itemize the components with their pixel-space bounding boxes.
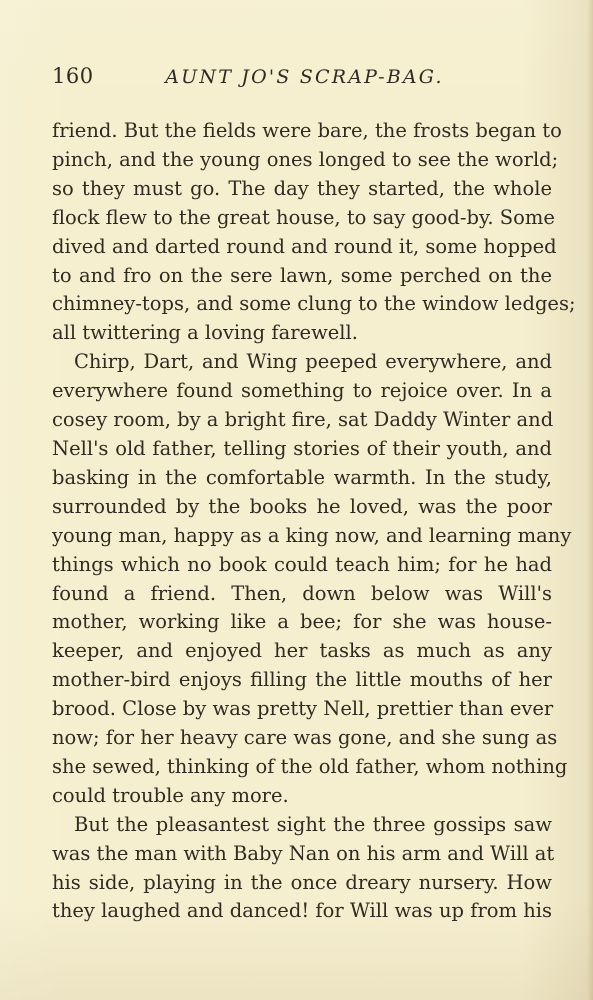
text-line: brood. Close by was pretty Nell, prettier than ever xyxy=(52,697,554,721)
text-line: pinch, and the young ones longed to see the world; xyxy=(52,147,559,171)
text-line: Chirp, Dart, and Wing peeped everywhere, and xyxy=(74,350,552,374)
text-line: keeper, and enjoyed her tasks as much as any xyxy=(52,639,552,663)
text-line: could trouble any more. xyxy=(52,783,289,807)
text-line: young man, happy as a king now, and learning many xyxy=(52,523,572,547)
text-line: chimney-tops, and some clung to the window ledges; xyxy=(52,292,576,316)
page-header xyxy=(52,64,557,94)
paragraph-1 xyxy=(52,117,576,348)
text-line: to and fro on the sere lawn, some perched on the xyxy=(52,263,552,287)
text-line: mother-bird enjoys filling the little mouths of her xyxy=(52,668,552,692)
paragraph-2 xyxy=(52,348,572,811)
text-line: everywhere found something to rejoice over. In a xyxy=(52,379,552,403)
page-edge-shadow xyxy=(587,0,593,1000)
text-line: cosey room, by a bright fire, sat Daddy Winter and xyxy=(52,408,554,432)
text-line: they laughed and danced! for Will was up from his xyxy=(52,899,552,923)
text-line: she sewed, thinking of the old father, whom nothing xyxy=(52,754,568,778)
text-line: found a friend. Then, down below was Will's xyxy=(52,581,552,605)
paragraph-3 xyxy=(52,811,555,927)
text-line: dived and darted round and round it, some hopped xyxy=(52,234,557,258)
text-line: things which no book could teach him; for he had xyxy=(52,552,552,576)
text-line: so they must go. The day they started, the whole xyxy=(52,176,552,200)
page-number: 160 xyxy=(52,64,94,88)
text-line: surrounded by the books he loved, was the poor xyxy=(52,494,552,518)
text-line: Nell's old father, telling stories of their youth, and xyxy=(52,436,552,460)
text-line: was the man with Baby Nan on his arm and Will at xyxy=(52,841,555,865)
text-line: friend. But the fields were bare, the frosts began to xyxy=(52,119,562,142)
text-line: mother, working like a bee; for she was house- xyxy=(52,610,552,634)
text-line: flock flew to the great house, to say good-by. Some xyxy=(52,205,555,229)
text-line: basking in the comfortable warmth. In the study, xyxy=(52,465,552,489)
running-title: AUNT JO'S SCRAP-BAG. xyxy=(165,66,444,88)
text-line: his side, playing in the once dreary nursery. How xyxy=(52,870,552,894)
text-line: now; for her heavy care was gone, and she sung as xyxy=(52,726,558,750)
text-line: all twittering a loving farewell. xyxy=(52,321,358,345)
text-line: But the pleasantest sight the three gossips saw xyxy=(74,812,552,836)
body-text xyxy=(52,117,576,926)
